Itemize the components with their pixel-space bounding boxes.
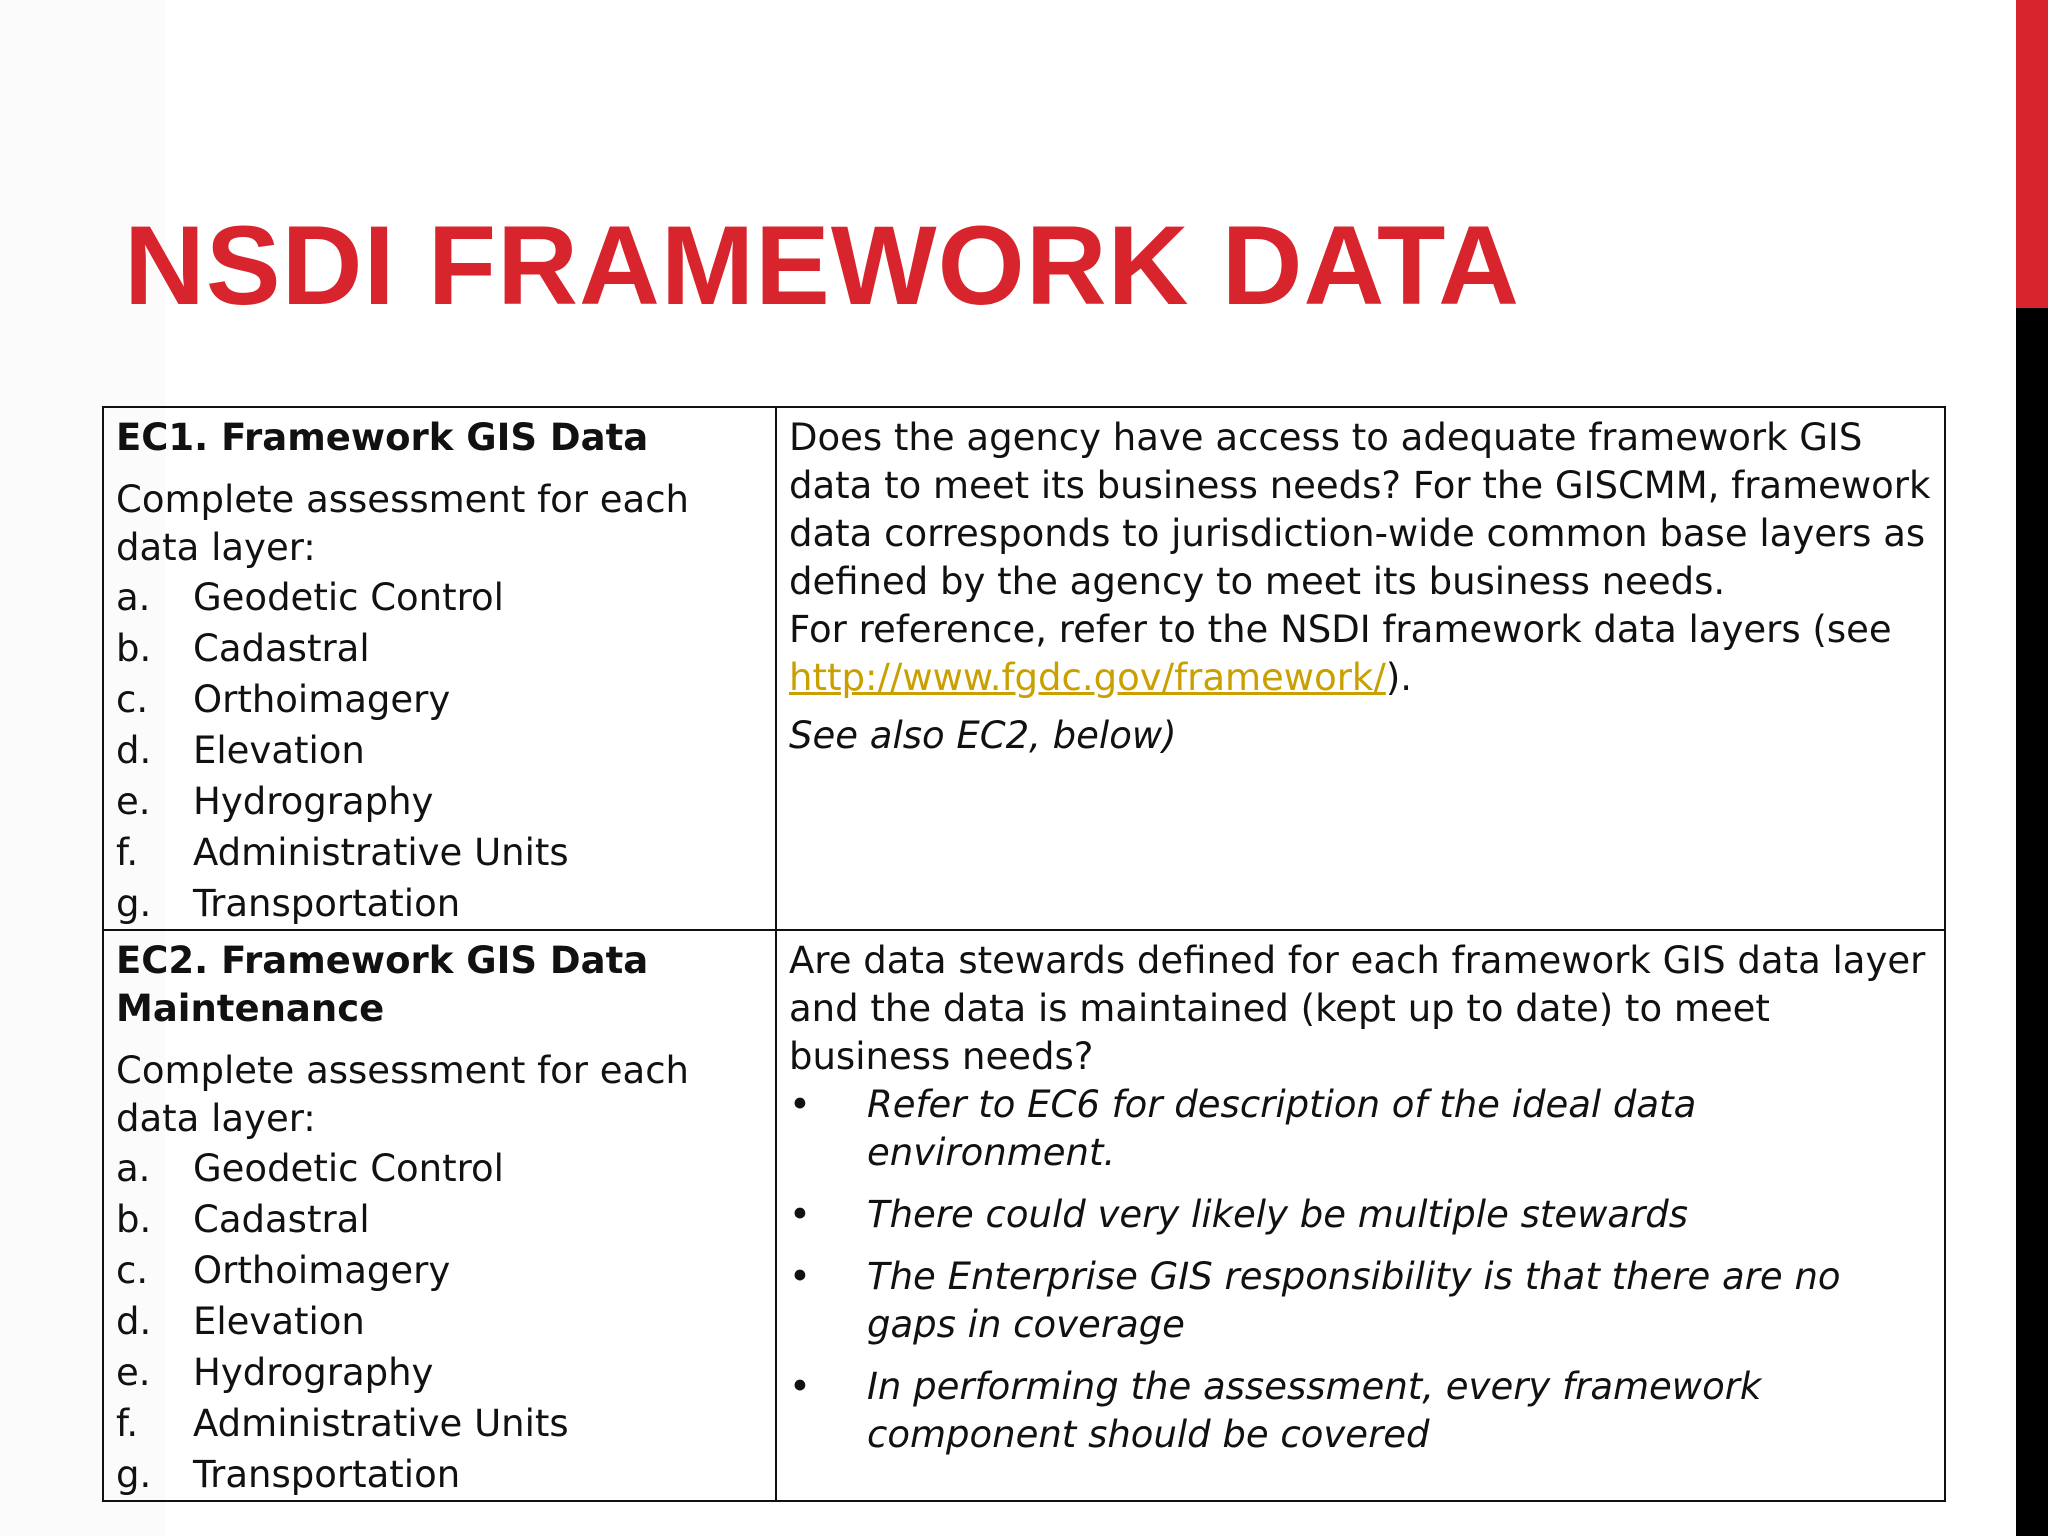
ec2-layer-list [116, 1143, 763, 1500]
list-item: g. Transportation [116, 882, 461, 925]
ec1-intro: Complete assessment for each data layer: [116, 478, 690, 569]
ec1-note: See also EC2, below) [789, 714, 1177, 757]
ec1-description-cell [776, 407, 1945, 930]
list-item: f. Administrative Units [116, 1402, 569, 1445]
ec1-heading: EC1. Framework GIS Data [116, 416, 649, 459]
list-item: d. Elevation [116, 729, 365, 772]
list-item: b. Cadastral [116, 1198, 370, 1241]
list-item: f. Administrative Units [116, 831, 569, 874]
ec2-description-cell [776, 930, 1945, 1501]
framework-table [102, 406, 1946, 1502]
accent-bar-red [2016, 0, 2048, 308]
list-item: • The Enterprise GIS responsibility is that there are no gaps in coverage [789, 1253, 1932, 1349]
ec1-reference: For reference, refer to the NSDI framework data layers (see http://www.fgdc.gov/framework/). [789, 608, 1892, 699]
bullet-icon: • [789, 1255, 811, 1298]
list-item: e. Hydrography [116, 1351, 434, 1394]
bullet-icon: • [789, 1193, 811, 1236]
list-item: c. Orthoimagery [116, 1249, 451, 1292]
list-item: e. Hydrography [116, 780, 434, 823]
slide-title: NSDI FRAMEWORK DATA [124, 203, 1521, 328]
list-item: a. Geodetic Control [116, 576, 504, 619]
ec1-layer-list [116, 572, 763, 929]
list-item: g. Transportation [116, 1453, 461, 1496]
fgdc-framework-link[interactable]: http://www.fgdc.gov/framework/ [789, 656, 1386, 699]
list-item: • In performing the assessment, every framework component should be covered [789, 1363, 1932, 1459]
bullet-icon: • [789, 1365, 811, 1408]
ec1-criteria-cell [103, 407, 776, 930]
bullet-icon: • [789, 1083, 811, 1126]
accent-bar-black [2016, 308, 2048, 1536]
ec2-intro: Complete assessment for each data layer: [116, 1049, 690, 1140]
list-item: • Refer to EC6 for description of the ideal data environment. [789, 1081, 1932, 1177]
list-item: c. Orthoimagery [116, 678, 451, 721]
list-item: • There could very likely be multiple stewards [789, 1191, 1932, 1239]
list-item: d. Elevation [116, 1300, 365, 1343]
list-item: a. Geodetic Control [116, 1147, 504, 1190]
list-item: b. Cadastral [116, 627, 370, 670]
ec1-description: Does the agency have access to adequate framework GIS data to meet its business needs? For the GISCMM, framework data corresponds to jurisdiction-wide common base layers as defined by the agency to meet its business needs. [789, 416, 1931, 603]
ec2-description: Are data stewards defined for each framework GIS data layer and the data is maintained (kept up to date) to meet business needs? [789, 939, 1926, 1078]
table-row-ec2 [103, 930, 1945, 1501]
ec2-heading: EC2. Framework GIS Data Maintenance [116, 939, 649, 1030]
ec2-criteria-cell [103, 930, 776, 1501]
table-row-ec1 [103, 407, 1945, 930]
ec2-notes-list [789, 1081, 1932, 1459]
